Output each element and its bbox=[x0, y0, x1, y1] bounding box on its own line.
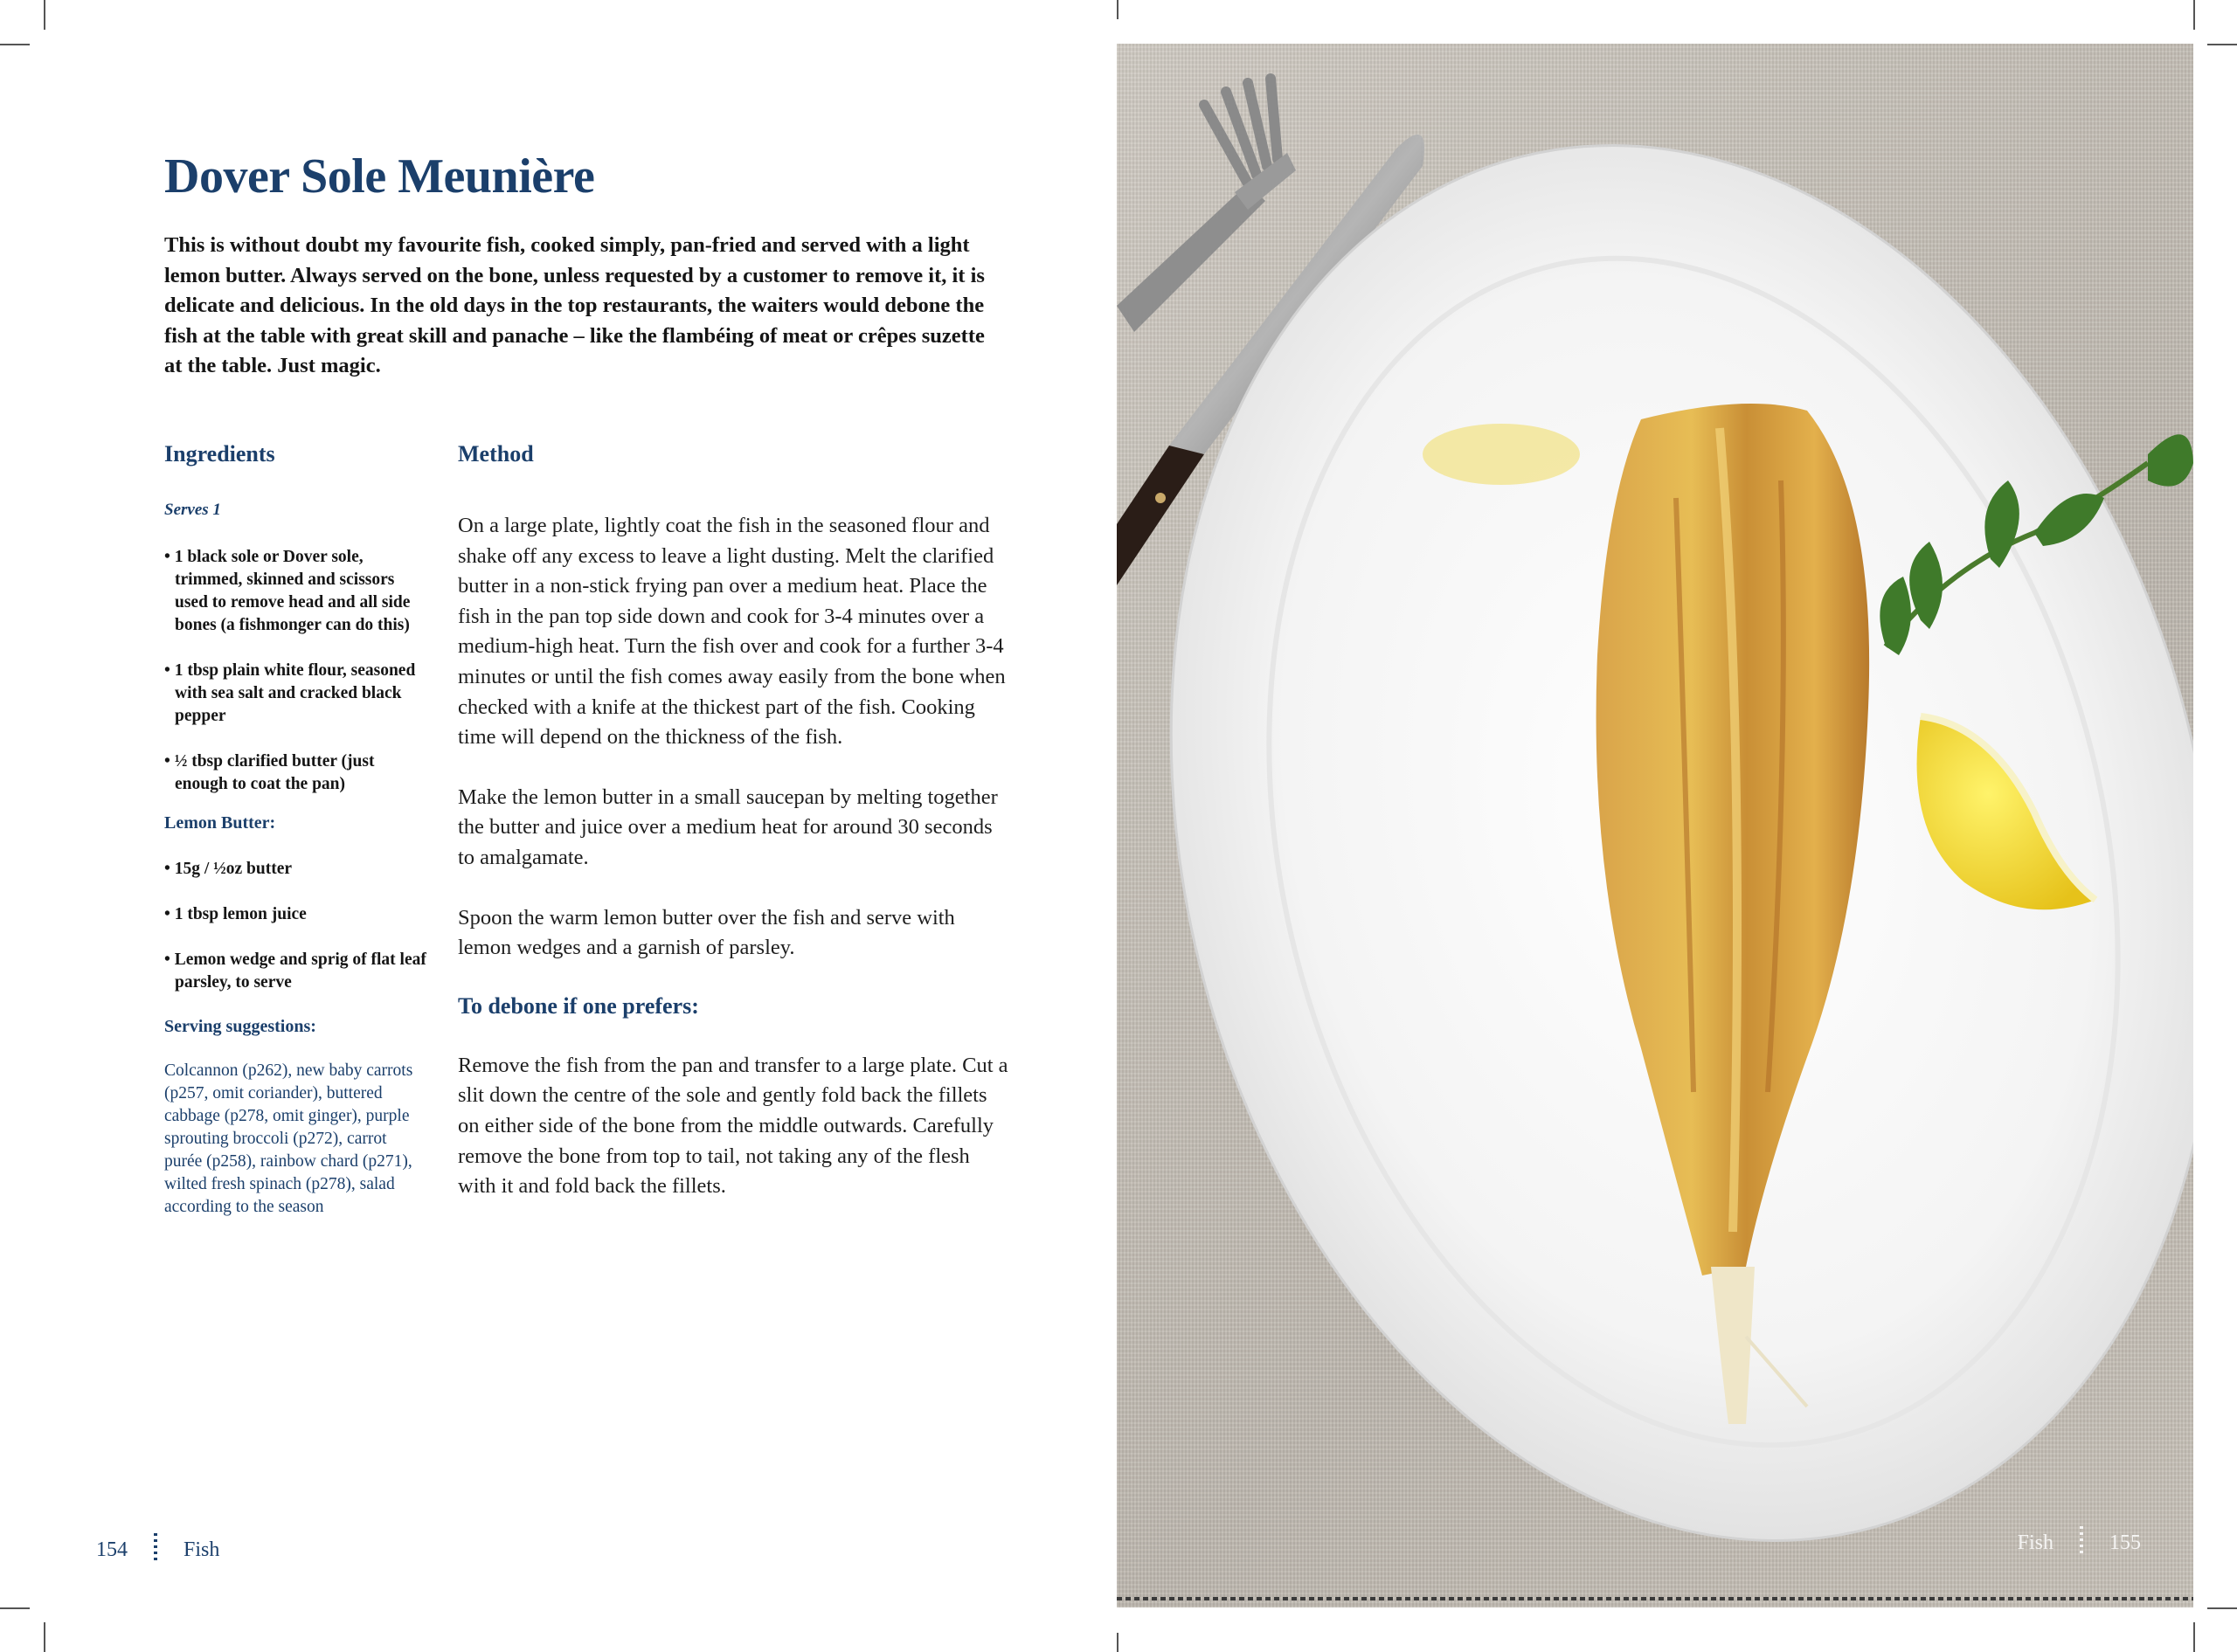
folio-separator bbox=[154, 1533, 157, 1563]
ingredient-item: • 15g / ½oz butter bbox=[164, 860, 293, 878]
method-paragraph: Spoon the warm lemon butter over the fish and serve with lemon wedges and a garnish of parsley. bbox=[458, 905, 955, 960]
crop-mark bbox=[2193, 0, 2195, 30]
ingredients-heading: Ingredients bbox=[164, 441, 275, 467]
ingredient-item: • 1 tbsp lemon juice bbox=[164, 905, 307, 923]
recipe-title: Dover Sole Meunière bbox=[164, 149, 595, 204]
left-page bbox=[0, 0, 1117, 1652]
debone-text: Remove the fish from the pan and transfer to a large plate. Cut a slit down the centre of the sole and gently fold back the fillets on either side of the bone from the middle outwards. Carefully remove the bone from top to tail, not taking any of the flesh with it and fold back the fillets. bbox=[458, 1053, 1008, 1199]
ingredient-item: • ½ tbsp clarified butter (just enough to coat the pan) bbox=[164, 752, 375, 793]
crop-mark bbox=[2193, 1622, 2195, 1652]
dish-photo bbox=[1117, 44, 2193, 1607]
ingredient-item: • Lemon wedge and sprig of flat leaf parsley, to serve bbox=[164, 950, 426, 992]
lemon-butter-heading: Lemon Butter: bbox=[164, 813, 276, 833]
fork-icon bbox=[1117, 79, 1296, 332]
ingredients-column bbox=[164, 441, 426, 1219]
method-paragraph: Make the lemon butter in a small saucepan by melting together the butter and juice over a medium heat for around 30 seconds to amalgamate. bbox=[458, 785, 998, 869]
method-heading: Method bbox=[458, 441, 534, 467]
dish-illustration bbox=[1117, 44, 2193, 1607]
folio-separator bbox=[2080, 1526, 2083, 1556]
right-section-label: Fish bbox=[2017, 1531, 2053, 1554]
left-page-number: 154 bbox=[96, 1538, 128, 1561]
left-section-label: Fish bbox=[184, 1538, 220, 1561]
serving-suggestions-text: Colcannon (p262), new baby carrots (p257, omit coriander), buttered cabbage (p278, omit ginger), purple sprouting broccoli (p272), carrot purée (p258), rainbow chard (p271), wilted fresh spinach (p278), salad according to the season bbox=[164, 1061, 413, 1216]
method-paragraph: On a large plate, lightly coat the fish in the seasoned flour and shake off any excess to leave a light dusting. Melt the clarified butter in a non-stick frying pan over a medium heat. Place the fish in the pan top side down and cook for 3-4 minutes over a medium-high heat. Turn the fish over and cook for a further 3-4 minutes or until the fish comes away easily from the bone when checked with a knife at the thickest part of the fish. Cooking time will depend on the thickness of the fish. bbox=[458, 514, 1006, 750]
crop-mark bbox=[2207, 44, 2237, 45]
right-page-number: 155 bbox=[2109, 1531, 2141, 1554]
serves-label: Serves 1 bbox=[164, 501, 221, 519]
left-folio bbox=[96, 1533, 219, 1562]
crop-mark bbox=[2207, 1607, 2237, 1609]
right-folio bbox=[2018, 1526, 2141, 1555]
crop-mark bbox=[1117, 0, 1118, 19]
crop-mark bbox=[1117, 1633, 1118, 1652]
method-column bbox=[458, 441, 1008, 1232]
serving-suggestions-heading: Serving suggestions: bbox=[164, 1017, 316, 1036]
debone-heading: To debone if one prefers: bbox=[458, 992, 699, 1019]
recipe-intro: This is without doubt my favourite fish, cooked simply, pan-fried and served with a light lemon butter. Always served on the bone, unless requested by a customer to remove it, it is delicate and delicious. In the old days in the top restaurants, the waiters would debone the fish at the table with great skill and panache – like the flambéing of meat or crêpes suzette at the table. Just magic. bbox=[164, 233, 985, 378]
ingredient-item: • 1 tbsp plain white flour, seasoned with sea salt and cracked black pepper bbox=[164, 661, 416, 725]
ingredient-item: • 1 black sole or Dover sole, trimmed, skinned and scissors used to remove head and all side bones (a fishmonger can do this) bbox=[164, 548, 411, 634]
